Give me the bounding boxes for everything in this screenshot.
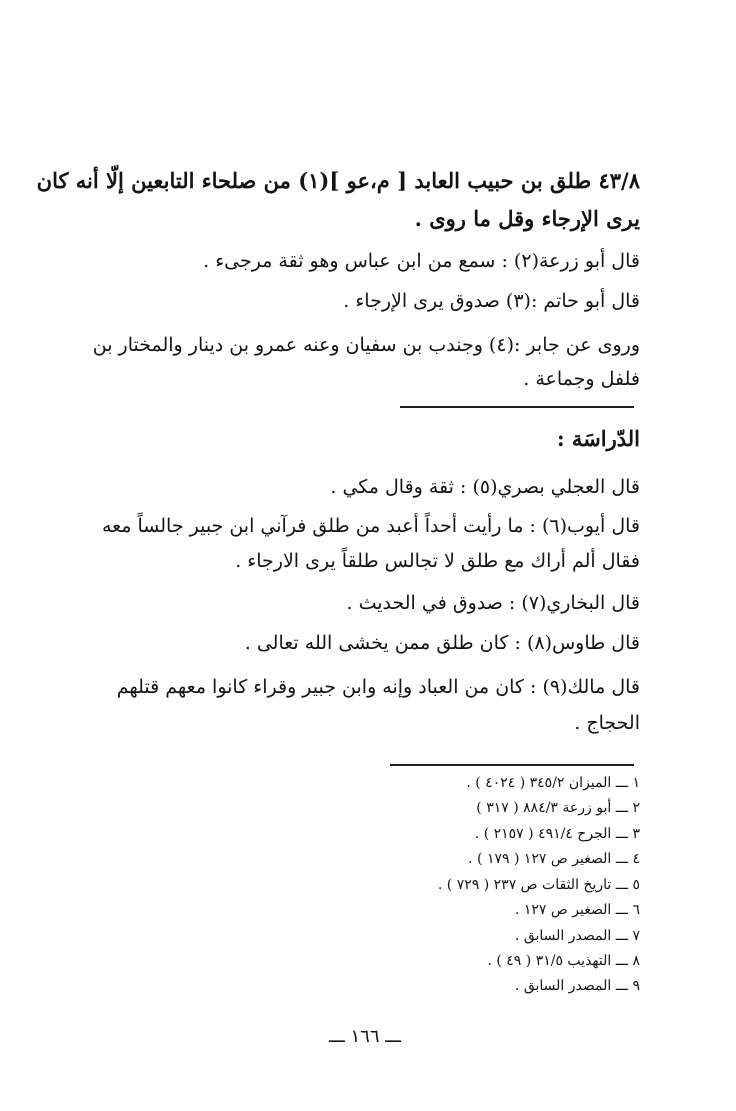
footnote-5: ٥ ـــ تاريخ الثقات ص ٢٣٧ ( ٧٢٩ ) . [437, 877, 640, 893]
paragraph-abu-hatim: قال أبو حاتم :(٣) صدوق يرى الإرجاء . [343, 290, 640, 312]
footnote-4: ٤ ـــ الصغير ص ١٢٧ ( ١٧٩ ) . [468, 851, 640, 867]
study-title: الدّراسَة : [556, 426, 640, 451]
footnote-3: ٣ ـــ الجرح ٤٩١/٤ ( ٢١٥٧ ) . [474, 826, 640, 842]
study-line-ayyub-1: قال أيوب(٦) : ما رأيت أحداً أعبد من طلق فرآني ابن جبير جالساً معه [101, 515, 640, 537]
study-line-malik-1: قال مالك(٩) : كان من العباد وإنه وابن جبير وقراء كانوا معهم قتلهم [116, 676, 640, 698]
footnote-9: ٩ ـــ المصدر السابق . [514, 978, 640, 994]
study-line-bukhari: قال البخاري(٧) : صدوق في الحديث . [346, 592, 640, 614]
footnote-2: ٢ ـــ أبو زرعة ٨٨٤/٣ ( ٣١٧ ) [476, 800, 640, 816]
footnote-7: ٧ ـــ المصدر السابق . [514, 928, 640, 944]
entry-heading-line1 [36, 168, 640, 193]
paragraph-narrated-line1: وروى عن جابر :(٤) وجندب بن سفيان وعنه عمرو بن دينار والمختار بن [92, 334, 640, 356]
entry-title-text: طلق بن حبيب العابد [ م،عو ](١) من صلحاء التابعين إلّا أنه كان [36, 168, 592, 193]
footnote-divider [390, 764, 634, 766]
footnote-6: ٦ ـــ الصغير ص ١٢٧ . [514, 902, 640, 918]
study-line-tawus: قال طاوس(٨) : كان طلق ممن يخشى الله تعالى . [244, 632, 640, 654]
study-line-ijli: قال العجلي بصري(٥) : ثقة وقال مكي . [330, 476, 640, 498]
study-line-malik-2: الحجاج . [574, 712, 640, 734]
entry-heading-line2: يرى الإرجاء وقل ما روى . [414, 206, 640, 231]
study-line-ayyub-2: فقال ألم أراك مع طلق لا تجالس طلقاً يرى الارجاء . [235, 550, 640, 572]
paragraph-narrated-line2: فلفل وجماعة . [523, 368, 640, 390]
section-divider [400, 406, 634, 408]
footnote-8: ٨ ـــ التهذيب ٣١/٥ ( ٤٩ ) . [487, 953, 640, 969]
footnote-1: ١ ـــ الميزان ٣٤٥/٢ ( ٤٠٢٤ ) . [466, 775, 640, 791]
page-number: ـــ ١٦٦ ـــ [328, 1026, 402, 1047]
entry-number: ٤٣/٨ [598, 168, 640, 193]
paragraph-abu-zura: قال أبو زرعة(٢) : سمع من ابن عباس وهو ثقة مرجىء . [203, 250, 640, 272]
